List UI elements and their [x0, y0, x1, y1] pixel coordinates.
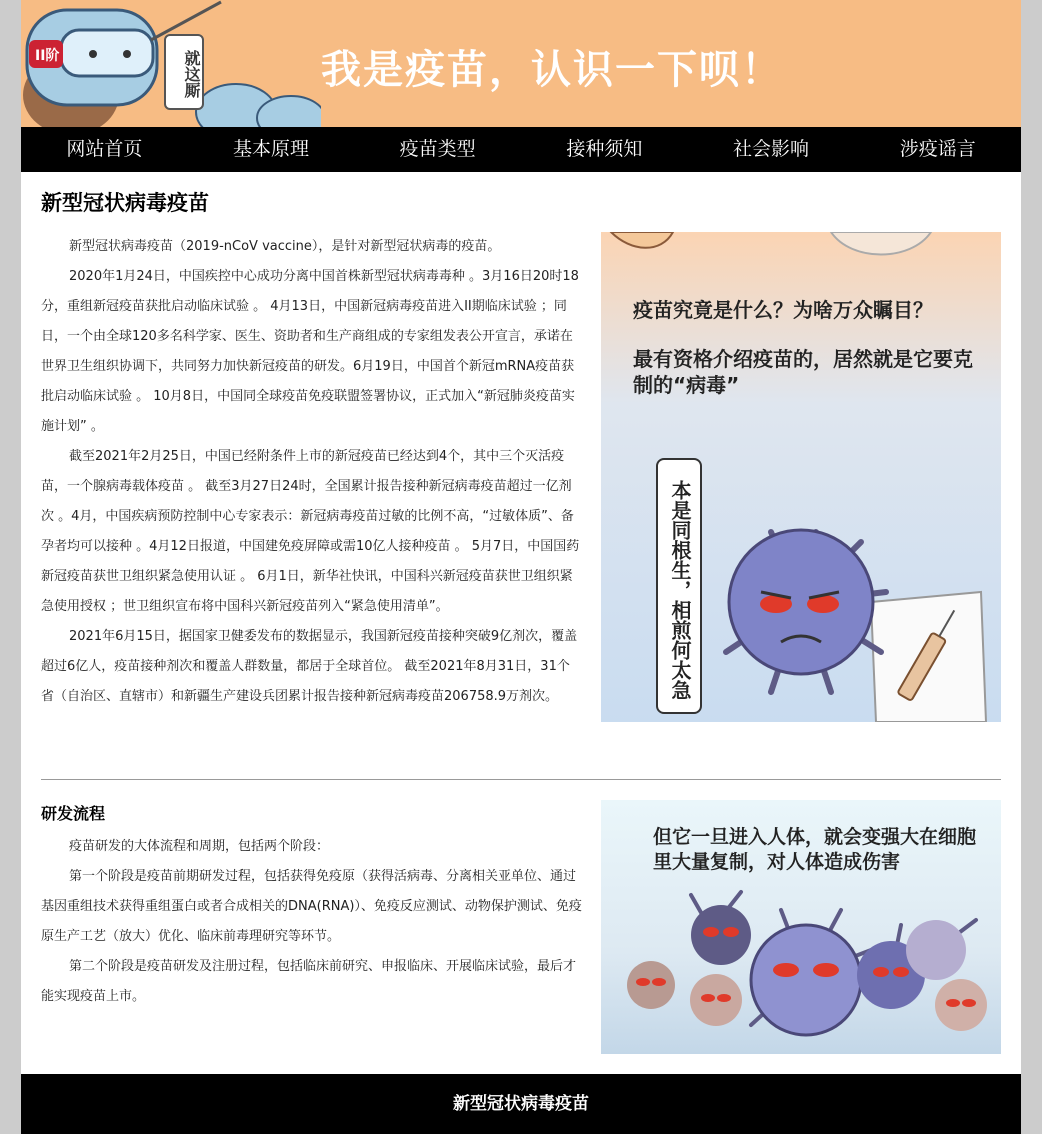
- page: [21, 0, 1021, 1134]
- section-divider: [41, 779, 1001, 780]
- comic-image-virus-intro: [601, 232, 1001, 722]
- footer: 新型冠状病毒疫苗: [21, 1074, 1021, 1134]
- nav-item-home[interactable]: 网站首页: [66, 138, 143, 160]
- comic-image-virus-replication: [601, 800, 1001, 1054]
- paragraph: 疫苗研发的大体流程和周期，包括两个阶段：: [69, 839, 330, 854]
- paragraph: 第一个阶段是疫苗前期研发过程，包括获得免疫原（获得活病毒、分离相关亚单位、通过基因重组技术获得重组蛋白或者合成相关的DNA(RNA)）、免疫反应测试、动物保护测试、免疫原生产工艺（放大）优化、临床前毒理研究等环节。: [41, 869, 582, 944]
- nav-item-social-impact[interactable]: 社会影响: [733, 138, 810, 160]
- nav-item-vaccination-notes[interactable]: 接种须知: [566, 138, 643, 160]
- paragraph: 2021年6月15日，据国家卫健委发布的数据显示，我国新冠疫苗接种突破9亿剂次，覆盖超过6亿人，疫苗接种剂次和覆盖人群数量，都居于全球首位。 截至2021年8月31日，31个省（自治区、直辖市）和新疆生产建设兵团累计报告接种新冠病毒疫苗206758.9万剂次。: [41, 629, 578, 704]
- comic-caption-answer: 最有资格介绍疫苗的，居然就是它要克制的“病毒”: [633, 347, 973, 397]
- top-navigation: [21, 127, 1021, 172]
- banner-title: 我是疫苗，认识一下呗！: [321, 47, 783, 93]
- nav-item-vaccine-types[interactable]: 疫苗类型: [399, 138, 476, 160]
- banner-speech-bubble: 就这厮: [164, 34, 204, 110]
- paragraph: 2020年1月24日，中国疾控中心成功分离中国首株新型冠状病毒毒种 。3月16日20时18分，重组新冠疫苗获批启动临床试验 。 4月13日，中国新冠病毒疫苗进入II期临床试验 ；同日，一个由全球120多名科学家、医生、资助者和生产商组成的专家组发表公开宣言，承诺在世界卫生组织协调下，共同努力加快新冠疫苗的研发。6月19日，中国首个新冠mRNA疫苗获批启动临床试验 。 10月8日，中国同全球疫苗免疫联盟签署协议，正式加入“新冠肺炎疫苗实施计划” 。: [41, 269, 579, 434]
- paragraph: 第二个阶段是疫苗研发及注册过程，包括临床前研究、申报临床、开展临床试验，最后才能实现疫苗上市。: [41, 959, 577, 1004]
- comic-caption-question: 疫苗究竟是什么？为啥万众瞩目？: [633, 298, 933, 322]
- paragraph: 截至2021年2月25日，中国已经附条件上市的新冠疫苗已经达到4个，其中三个灭活疫苗，一个腺病毒载体疫苗 。 截至3月27日24时，全国累计报告接种新冠病毒疫苗超过一亿剂次 。4月，中国疾病预防控制中心专家表示：新冠病毒疫苗过敏的比例不高，“过敏体质”、备孕者均可以接种 。4月12日报道，中国建免疫屏障或需10亿人接种疫苗 。 5月7日，中国国药新冠疫苗获世卫组织紧急使用认证 。 6月1日，新华社快讯，中国科兴新冠疫苗获世卫组织紧急使用授权 ；世卫组织宣布将中国科兴新冠疫苗列入“紧急使用清单”。: [41, 449, 580, 614]
- comic-speech-vertical: 本是同根生，相煎何太急: [656, 458, 702, 714]
- intro-text: [41, 232, 582, 712]
- page-title: 新型冠状病毒疫苗: [41, 191, 209, 215]
- rd-process-text: [41, 832, 582, 1012]
- helmet-label: II阶: [35, 48, 60, 64]
- header-banner: [21, 0, 1021, 127]
- nav-item-principles[interactable]: 基本原理: [233, 138, 310, 160]
- comic-caption-replication: 但它一旦进入人体，就会变强大在细胞里大量复制，对人体造成伤害: [653, 826, 977, 873]
- nav-item-rumors[interactable]: 涉疫谣言: [899, 138, 976, 160]
- section-title: 研发流程: [41, 804, 106, 823]
- paragraph: 新型冠状病毒疫苗（2019-nCoV vaccine），是针对新型冠状病毒的疫苗。: [69, 239, 501, 254]
